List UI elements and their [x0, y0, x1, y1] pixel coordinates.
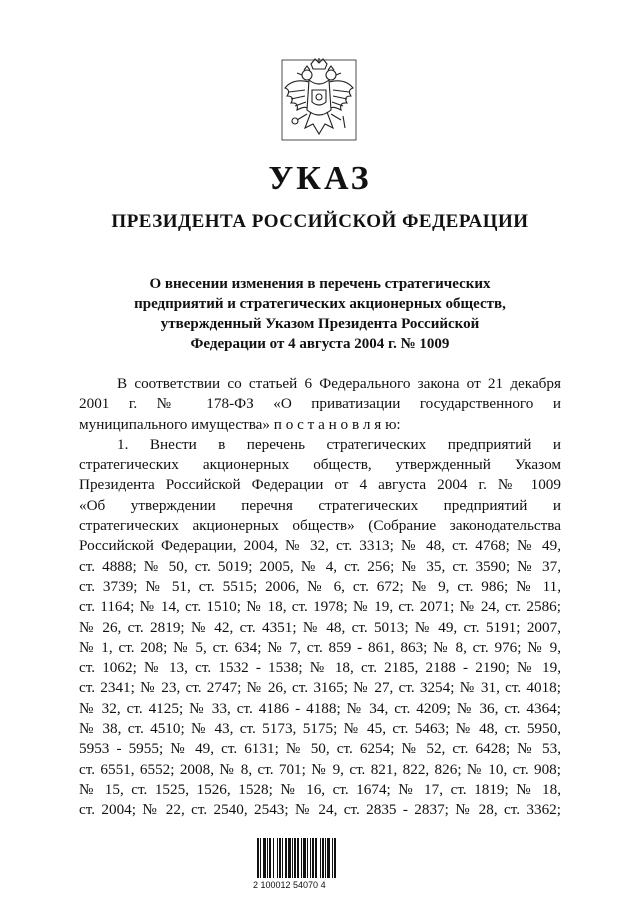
barcode-bar	[273, 838, 274, 878]
barcode-bar	[320, 838, 321, 878]
heading-line: О внесении изменения в перечень стратегических	[149, 276, 491, 292]
decree-body	[79, 374, 561, 821]
barcode-bar	[294, 838, 296, 878]
body-line: ст. 1164; № 14, ст. 1510; № 18, ст. 1978; № 19, ст. 2071; № 24, ст. 2586;	[79, 598, 561, 616]
barcode-bar	[257, 838, 259, 878]
barcode-bar	[322, 838, 324, 878]
barcode-bar	[288, 838, 291, 878]
body-line: 5953 - 5955; № 49, ст. 6131; № 50, ст. 6254; № 52, ст. 6428; № 53,	[79, 740, 561, 758]
barcode-bar	[332, 838, 333, 878]
heading-line: предприятий и стратегических акционерных обществ,	[134, 296, 506, 312]
body-line: Российской Федерации, 2004, № 32, ст. 3313; № 48, ст. 4768; № 49,	[79, 537, 561, 555]
body-line: ст. 3739; № 51, ст. 5515; 2006, № 6, ст. 672; № 9, ст. 986; № 11,	[79, 577, 561, 595]
barcode-bar	[282, 838, 283, 878]
barcode-bar	[267, 838, 268, 878]
body-line: ст. 1062; № 13, ст. 1532 - 1538; № 18, ст. 2185, 2188 - 2190; № 19,	[79, 659, 561, 677]
body-line: № 38, ст. 4510; № 43, ст. 5173, 5175; № 45, ст. 5463; № 48, ст. 5950,	[79, 720, 561, 738]
barcode-bar	[327, 838, 330, 878]
body-line: стратегических акционерных обществ» (Собрание законодательства	[79, 517, 561, 535]
barcode-bar	[301, 838, 302, 878]
barcode-bar	[310, 838, 311, 878]
body-line: 2001 г. № 178-ФЗ «О приватизации государственного и	[79, 395, 561, 413]
barcode-bar	[260, 838, 261, 878]
barcode-bar	[263, 838, 266, 878]
barcode-bar	[269, 838, 271, 878]
barcode-bar	[315, 838, 317, 878]
heading-line: Федерации от 4 августа 2004 г. № 1009	[190, 336, 450, 352]
body-line: ст. 6551, 6552; 2008, № 8, ст. 701; № 9, ст. 821, 822, 826; № 10, ст. 908;	[79, 760, 561, 778]
body-line: № 32, ст. 4125; № 33, ст. 4186 - 4188; № 34, ст. 4209; № 36, ст. 4364;	[79, 699, 561, 717]
barcode-icon	[255, 836, 360, 882]
barcode-bar	[277, 838, 278, 878]
barcode-bar	[297, 838, 299, 878]
body-line: ст. 4888; № 50, ст. 5019; 2005, № 4, ст. 256; № 35, ст. 3590; № 37,	[79, 557, 561, 575]
body-line: стратегических акционерных обществ, утвержденный Указом	[79, 456, 561, 474]
barcode-bar	[334, 838, 336, 878]
body-line: № 15, ст. 1525, 1526, 1528; № 16, ст. 1674; № 17, ст. 1819; № 18,	[79, 780, 561, 798]
body-line: «Об утверждении перечня стратегических предприятий и	[79, 496, 561, 514]
body-line: муниципального имущества» п о с т а н о в л я ю:	[79, 415, 401, 433]
decree-heading	[110, 274, 530, 354]
body-line: № 1, ст. 208; № 5, ст. 634; № 7, ст. 859 - 861, 863; № 8, ст. 976; № 9,	[79, 638, 561, 656]
barcode-number: 2 100012 54070 4	[253, 880, 326, 890]
body-line: № 26, ст. 2819; № 42, ст. 4351; № 48, ст. 5013; № 49, ст. 5191; 2007,	[79, 618, 561, 636]
body-line: 1. Внести в перечень стратегических предприятий и	[117, 435, 561, 453]
heading-line: утвержденный Указом Президента Российской	[160, 316, 480, 332]
barcode-bar	[285, 838, 287, 878]
barcode-bar	[303, 838, 306, 878]
russian-coat-of-arms-icon	[281, 58, 357, 142]
barcode-bar	[279, 838, 281, 878]
body-line: В соответствии со статьей 6 Федерального закона от 21 декабря	[117, 375, 561, 392]
body-line: ст. 2004; № 22, ст. 2540, 2543; № 24, ст. 2835 - 2837; № 28, ст. 3362;	[79, 801, 561, 819]
barcode-bar	[312, 838, 314, 878]
document-title: УКАЗ	[268, 160, 372, 197]
barcode-bar	[292, 838, 293, 878]
body-line: ст. 2341; № 23, ст. 2747; № 26, ст. 3165; № 27, ст. 3254; № 31, ст. 4018;	[79, 679, 561, 697]
body-line: Президента Российской Федерации от 4 августа 2004 г. № 1009	[79, 476, 561, 494]
barcode-bar	[307, 838, 308, 878]
document-subtitle: ПРЕЗИДЕНТА РОССИЙСКОЙ ФЕДЕРАЦИИ	[111, 211, 529, 232]
barcode-bar	[325, 838, 326, 878]
